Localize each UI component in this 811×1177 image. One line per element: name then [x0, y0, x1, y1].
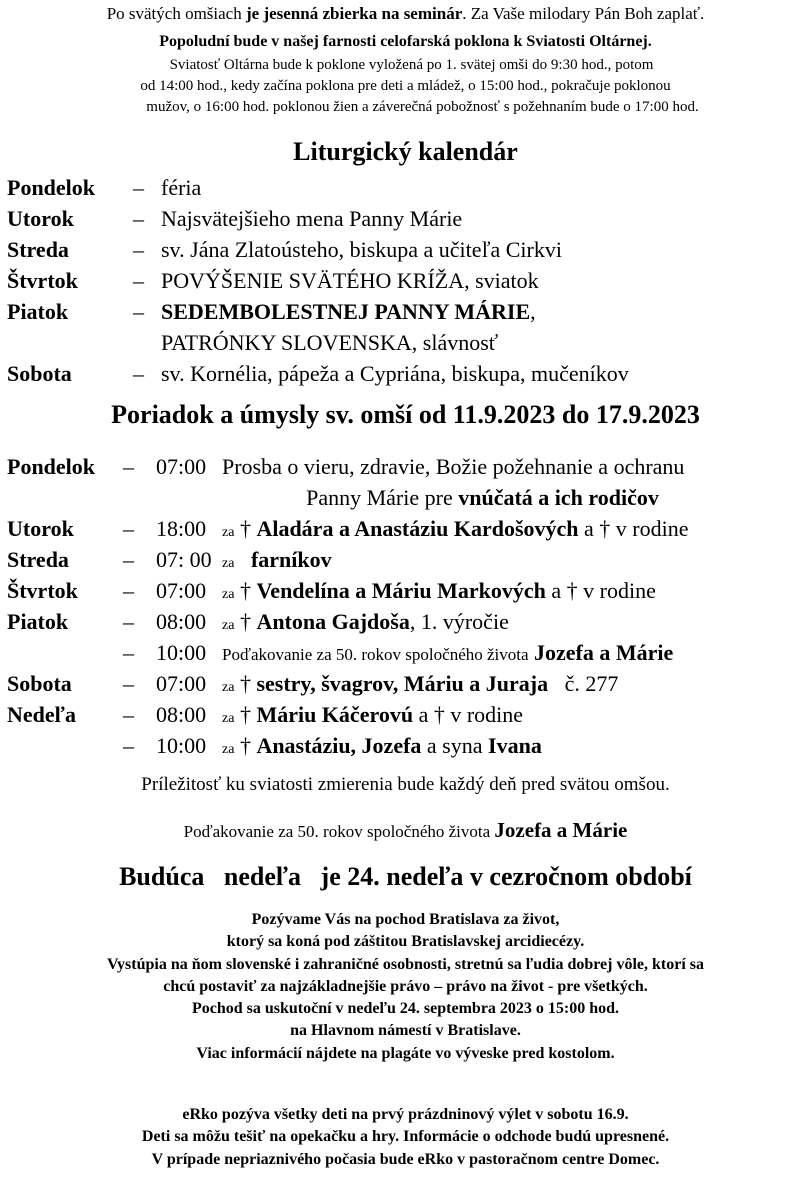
mass-day: Sobota: [7, 671, 72, 696]
mass-intention: [222, 606, 509, 641]
calendar-day: Streda: [7, 237, 69, 262]
mass-day: Štvrtok: [7, 578, 78, 603]
mass-intention-bold: Ivana: [488, 733, 542, 758]
mass-intention-bold: Anastáziu, Jozefa: [256, 733, 422, 758]
erko-line: V prípade nepriaznivého počasia bude eRko v pastoračnom centre Domec.: [151, 1150, 660, 1168]
mass-time: 08:00: [156, 609, 207, 634]
mass-dash: –: [123, 516, 134, 541]
mass-intention-bold: Vendelína a Máriu Markových: [256, 578, 546, 603]
collection-notice: [0, 3, 811, 25]
mass-row: [0, 606, 811, 637]
calendar-list: [0, 172, 811, 389]
mass-intention-bold: Antona Gajdoša: [256, 609, 410, 634]
mass-intention-rest: a syna: [421, 733, 489, 758]
mass-intention: Prosba o vieru, zdravie, Božie požehnanie a ochranu: [222, 454, 685, 479]
calendar-row: [0, 203, 811, 234]
cross-icon: †: [239, 702, 251, 727]
calendar-row: [0, 327, 811, 358]
calendar-feast: féria: [161, 175, 202, 200]
mass-row: [0, 637, 811, 668]
calendar-feast-rest: ,: [530, 299, 536, 324]
mass-time: 07:00: [156, 671, 207, 696]
mass-intention-bold: Jozefa a Márie: [534, 640, 674, 665]
adoration-line: mužov, o 16:00 hod. poklonou žien a záverečná pobožnosť s požehnaním bude o 17:00 hod.: [146, 99, 699, 115]
mass-intention: [222, 699, 523, 734]
mass-intention-bold: sestry, švagrov, Máriu a Juraja: [256, 671, 549, 696]
mass-dash: –: [123, 702, 134, 727]
calendar-feast: PATRÓNKY SLOVENSKA, slávnosť: [161, 330, 499, 355]
mass-za: za: [222, 618, 235, 633]
mass-intention-rest: a † v rodine: [413, 702, 524, 727]
mass-time: 08:00: [156, 702, 207, 727]
calendar-feast-bold: SEDEMBOLESTNEJ PANNY MÁRIE: [161, 299, 531, 324]
calendar-dash: –: [133, 237, 144, 262]
mass-dash: –: [123, 733, 134, 758]
calendar-dash: –: [133, 361, 144, 386]
invitation-line: Pozývame Vás na pochod Bratislava za život,: [251, 911, 560, 928]
next-sunday-heading: Budúca nedeľa je 24. nedeľa v cezročnom období: [119, 862, 692, 891]
calendar-title: Liturgický kalendár: [293, 137, 518, 166]
mass-day: Streda: [7, 547, 69, 572]
mass-dash: –: [123, 671, 134, 696]
erko-notice: [0, 1104, 811, 1171]
calendar-dash: –: [133, 206, 144, 231]
invitation-line: chcú postaviť za najzákladnejšie právo – právo na život - pre všetkých.: [163, 977, 648, 995]
mass-intention: [222, 730, 542, 765]
mass-za: za: [222, 711, 235, 726]
mass-intention: [222, 482, 743, 513]
collection-text-a: Po svätých omšiach: [106, 4, 246, 23]
mass-intention-bold: Máriu Káčerovú: [256, 702, 414, 727]
calendar-day: Piatok: [7, 299, 69, 324]
cross-icon: †: [239, 733, 251, 758]
mass-dash: –: [123, 578, 134, 603]
calendar-day: Utorok: [7, 206, 74, 231]
mass-day: Pondelok: [7, 454, 96, 479]
calendar-row: [0, 296, 811, 327]
mass-intention: [222, 637, 673, 670]
mass-intention: [222, 668, 618, 703]
calendar-feast: sv. Kornélia, pápeža a Cypriána, biskupa, mučeníkov: [161, 361, 629, 386]
calendar-feast: Najsvätejšieho mena Panny Márie: [161, 206, 463, 231]
cross-icon: †: [239, 516, 251, 541]
mass-intention: [222, 575, 656, 610]
invitation-line: ktorý sa koná pod záštitou Bratislavskej arcidiecézy.: [226, 933, 585, 951]
march-invitation: [0, 909, 811, 1065]
mass-intention-bold: farníkov: [250, 547, 332, 572]
mass-intention: [222, 544, 332, 579]
calendar-day: Sobota: [7, 361, 72, 386]
mass-intention-text: Panny Márie pre: [306, 485, 459, 510]
mass-row: [0, 451, 811, 482]
mass-row: [0, 730, 811, 761]
mass-intention-rest: , 1. výročie: [409, 609, 509, 634]
calendar-day: Pondelok: [7, 175, 96, 200]
calendar-row: [0, 172, 811, 203]
adoration-line: Sviatosť Oltárna bude k poklone vyložená po 1. svätej omši do 9:30 hod., potom: [169, 57, 654, 73]
mass-time: 07:00: [156, 454, 207, 479]
cross-icon: †: [239, 671, 251, 696]
mass-time: 10:00: [156, 640, 207, 665]
mass-intention-rest: a † v rodine: [545, 578, 656, 603]
mass-row: [0, 668, 811, 699]
mass-intention-bold: Aladára a Anastáziu Kardošových: [256, 516, 579, 541]
mass-day: Piatok: [7, 609, 69, 634]
mass-za: za: [222, 742, 235, 757]
mass-za: za: [222, 680, 235, 695]
mass-row: [0, 699, 811, 730]
invitation-line: Pochod sa uskutoční v nedeľu 24. septembra 2023 o 15:00 hod.: [191, 1000, 620, 1018]
mass-intention: [222, 513, 689, 548]
mass-za: za: [222, 587, 235, 602]
calendar-dash: –: [133, 299, 144, 324]
confession-note: Príležitosť ku sviatosti zmierenia bude každý deň pred svätou omšou.: [141, 774, 670, 795]
mass-intention-rest: č. 277: [548, 671, 619, 696]
mass-dash: –: [123, 640, 134, 665]
erko-line: Deti sa môžu tešiť na opekačku a hry. Informácie o odchode budú upresnené.: [141, 1128, 670, 1146]
mass-row: [0, 575, 811, 606]
mass-row: [0, 482, 811, 513]
thanks-names: Jozefa a Márie: [494, 818, 628, 842]
adoration-heading: Popoludní bude v našej farnosti celofarská poklona k Sviatosti Oltárnej.: [159, 33, 652, 50]
adoration-line: od 14:00 hod., kedy začína poklona pre deti a mládež, o 15:00 hod., pokračuje poklonou: [140, 78, 671, 94]
calendar-day: Štvrtok: [7, 268, 78, 293]
mass-time: 18:00: [156, 516, 207, 541]
cross-icon: †: [239, 578, 251, 603]
mass-schedule-list: [0, 451, 811, 761]
mass-schedule-title: Poriadok a úmysly sv. omší od 11.9.2023 do 17.9.2023: [111, 400, 700, 429]
invitation-line: na Hlavnom námestí v Bratislave.: [290, 1022, 521, 1040]
mass-row: [0, 513, 811, 544]
erko-line: eRko pozýva všetky deti na prvý prázdninový výlet v sobotu 16.9.: [182, 1106, 629, 1123]
cross-icon: †: [239, 609, 251, 634]
mass-dash: –: [123, 454, 134, 479]
mass-time: 10:00: [156, 733, 207, 758]
calendar-row: [0, 358, 811, 389]
adoration-details: [0, 55, 811, 118]
mass-day: Utorok: [7, 516, 74, 541]
mass-intention-text: Poďakovanie za 50. rokov spoločného života: [222, 645, 529, 664]
mass-za: za: [222, 525, 235, 540]
calendar-dash: –: [133, 268, 144, 293]
calendar-row: [0, 265, 811, 296]
mass-dash: –: [123, 547, 134, 572]
mass-day: Nedeľa: [7, 702, 76, 727]
invitation-line: Viac informácií nájdete na plagáte vo vývеske pred kostolom.: [196, 1044, 615, 1062]
calendar-feast: sv. Jána Zlatoústeho, biskupa a učiteľa Cirkvi: [161, 237, 562, 262]
collection-text-bold: je jesenná zbierka na seminár: [245, 4, 463, 23]
mass-time: 07: 00: [156, 547, 212, 572]
mass-time: 07:00: [156, 578, 207, 603]
calendar-feast: POVÝŠENIE SVÄTÉHO KRÍŽA, sviatok: [161, 268, 539, 293]
mass-row: [0, 544, 811, 575]
calendar-row: [0, 234, 811, 265]
calendar-feast: [161, 296, 536, 327]
calendar-dash: –: [133, 175, 144, 200]
mass-za: za: [222, 556, 235, 571]
thanks-text: Poďakovanie za 50. rokov spoločného života: [183, 822, 495, 841]
mass-dash: –: [123, 609, 134, 634]
thanks-note: [0, 818, 811, 843]
invitation-line: Vystúpia na ňom slovenské i zahraničné osobnosti, stretnú sa ľudia dobrej vôle, ktorí sa: [106, 955, 705, 973]
mass-intention-rest: a † v rodine: [578, 516, 689, 541]
mass-intention-bold: vnúčatá a ich rodičov: [458, 485, 659, 510]
collection-text-c: . Za Vaše milodary Pán Boh zaplať.: [462, 4, 705, 23]
